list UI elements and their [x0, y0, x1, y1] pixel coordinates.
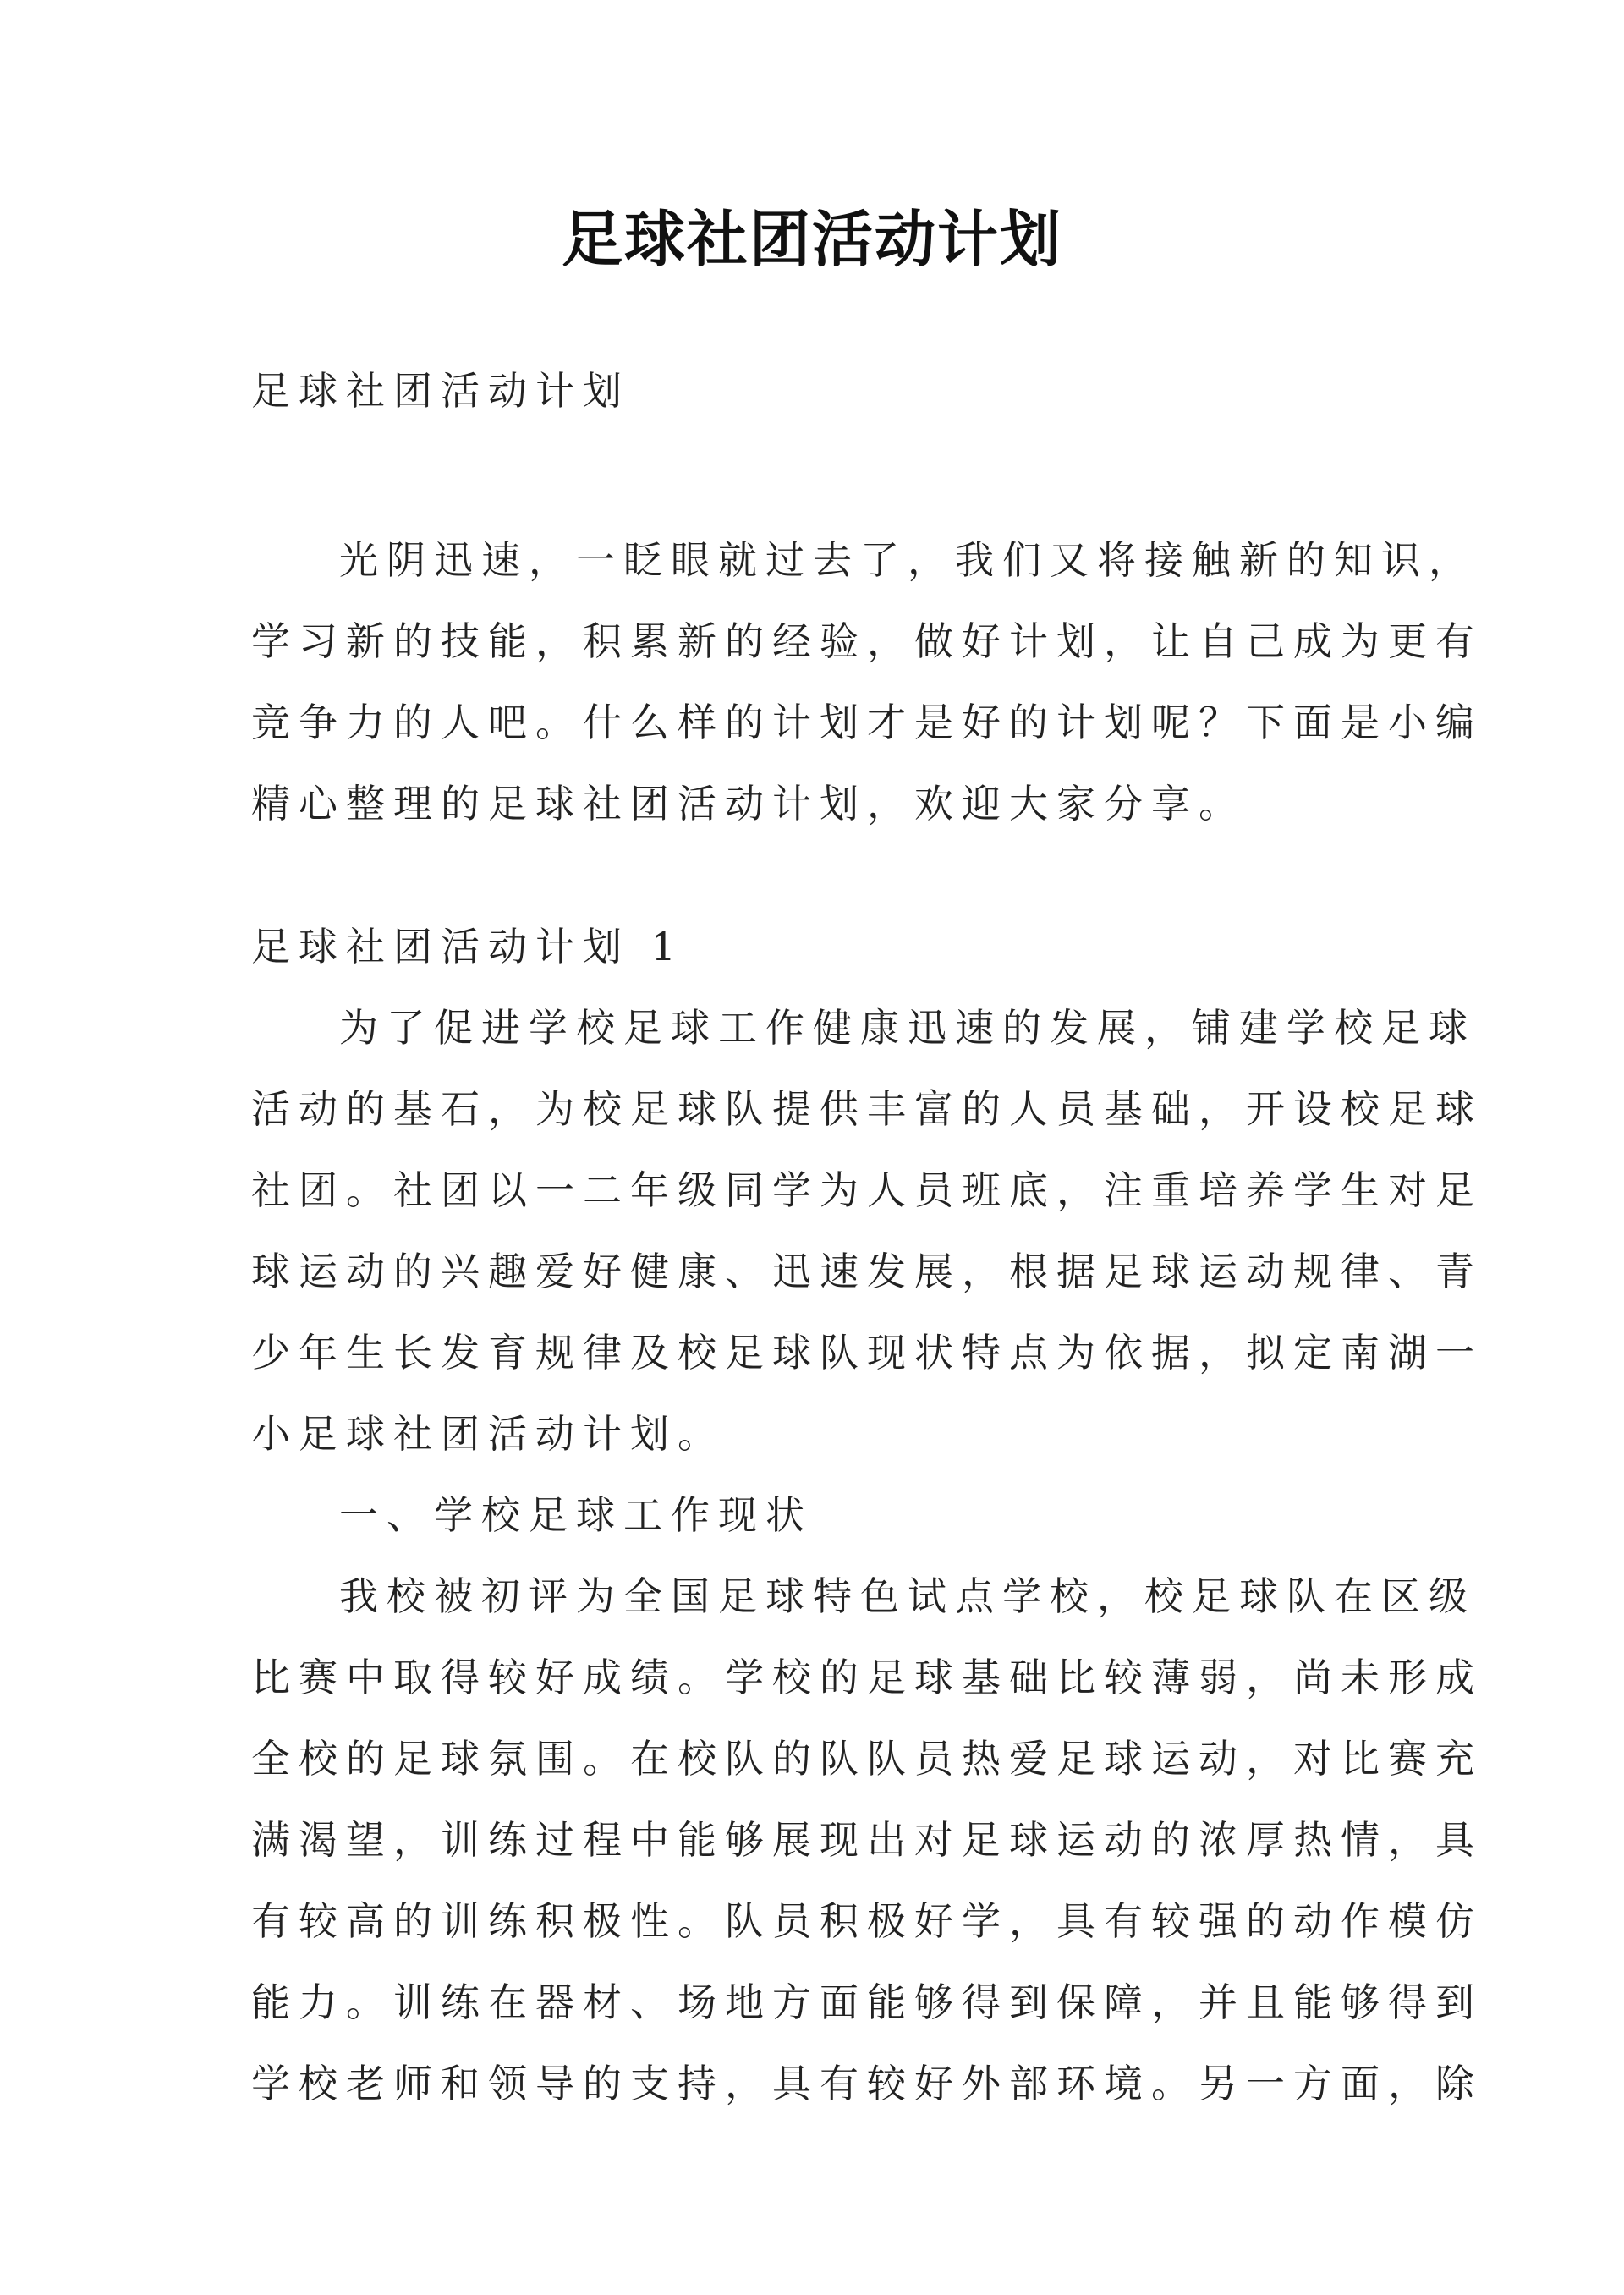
document-title: 足球社团活动计划	[561, 204, 1062, 275]
heading-one: 一、学校足球工作现状	[339, 1492, 813, 1538]
document-subtitle-block	[251, 350, 1418, 431]
section-line: 球运动的兴趣爱好健康、迅速发展，根据足球运动规律、青	[251, 1249, 1483, 1294]
section-line: 为了促进学校足球工作健康迅速的发展，铺建学校足球	[339, 1005, 1476, 1051]
intro-line: 竞争力的人吧。什么样的计划才是好的计划呢？下面是小编	[251, 700, 1483, 745]
intro-paragraph	[251, 519, 1483, 844]
intro-line: 精心整理的足球社团活动计划，欢迎大家分享。	[251, 781, 1246, 826]
section-line: 社团。社团以一二年级同学为人员班底，注重培养学生对足	[251, 1167, 1483, 1213]
status-line: 全校的足球氛围。在校队的队队员热爱足球运动，对比赛充	[251, 1736, 1483, 1782]
section-title: 足球社团活动计划 1	[251, 924, 684, 969]
document-subtitle: 足球社团活动计划	[251, 368, 630, 414]
section-line: 小足球社团活动计划。	[251, 1411, 725, 1457]
status-line: 能力。训练在器材、场地方面能够得到保障，并且能够得到	[251, 1979, 1483, 2025]
section-line: 少年生长发育规律及校足球队现状特点为依据，拟定南湖一	[251, 1330, 1483, 1375]
intro-line: 光阴迅速，一眨眼就过去了，我们又将接触新的知识，	[339, 537, 1476, 583]
status-line: 我校被初评为全国足球特色试点学校，校足球队在区级	[339, 1573, 1476, 1619]
section-line: 活动的基石，为校足球队提供丰富的人员基础，开设校足球	[251, 1086, 1483, 1132]
status-line: 满渴望，训练过程中能够展现出对足球运动的浓厚热情，具	[251, 1817, 1483, 1863]
status-line: 比赛中取得较好成绩。学校的足球基础比较薄弱，尚未形成	[251, 1655, 1483, 1700]
status-line: 学校老师和领导的支持，具有较好外部环境。另一方面，除	[251, 2061, 1483, 2106]
status-line: 有较高的训练积极性。队员积极好学，具有较强的动作模仿	[251, 1898, 1483, 1944]
intro-line: 学习新的技能，积累新的经验，做好计划，让自己成为更有	[251, 618, 1483, 664]
section-block	[251, 906, 1483, 2124]
